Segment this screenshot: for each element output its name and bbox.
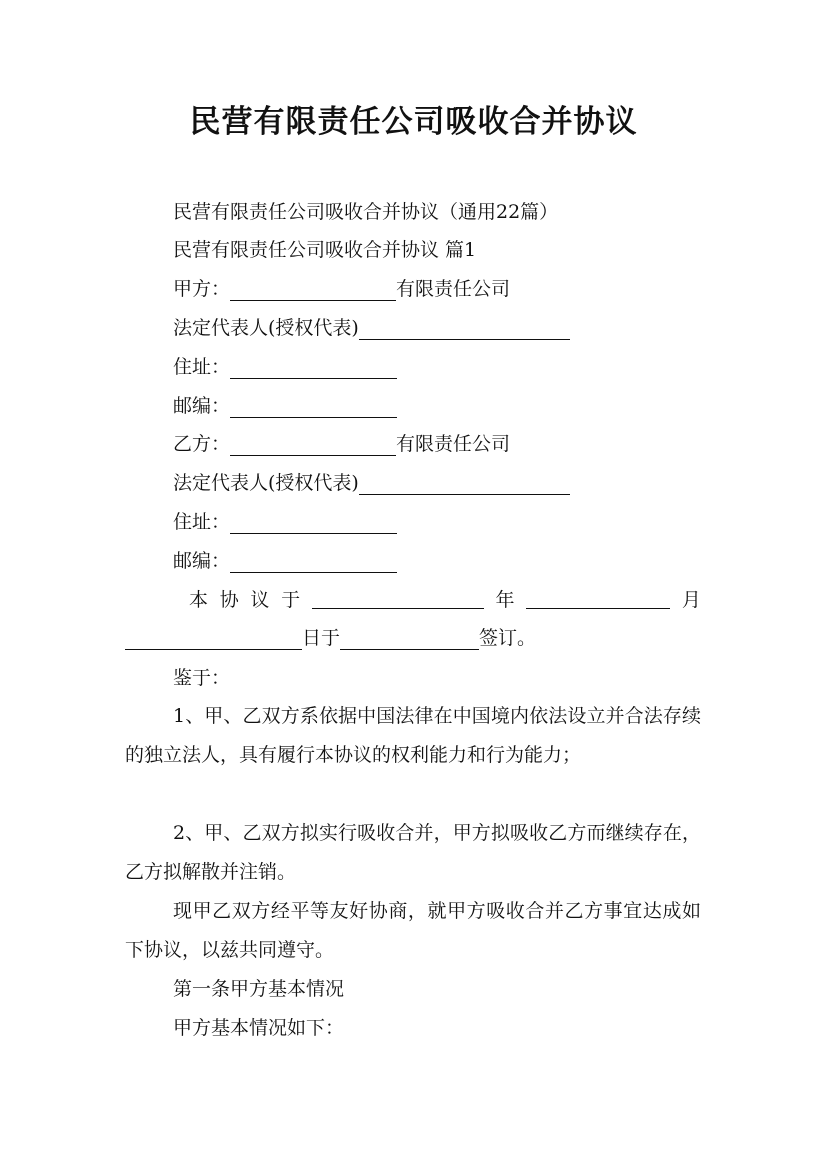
month-label: 月 <box>681 589 701 611</box>
party-b-address-blank <box>230 513 397 534</box>
party-b-postcode-blank <box>230 552 397 573</box>
party-a-address-line <box>173 355 397 379</box>
whereas-heading: 鉴于： <box>173 667 231 689</box>
party-a-line <box>173 277 510 301</box>
sign-word: 议 <box>250 589 270 611</box>
party-b-name-blank <box>230 435 396 456</box>
clause-1: 1、甲、乙双方系依据中国法律在中国境内依法设立并合法存续的独立法人，具有履行本协议的权利能力和行为能力； <box>125 705 701 766</box>
address-label: 住址： <box>173 511 231 533</box>
postcode-label: 邮编： <box>173 395 231 417</box>
party-a-postcode-blank <box>230 397 397 418</box>
signing-place-blank <box>340 629 479 650</box>
party-b-address-line <box>173 510 397 534</box>
clause-2: 2、甲、乙双方拟实行吸收合并，甲方拟吸收乙方而继续存在，乙方拟解散并注销。 <box>125 822 701 883</box>
document-subtitle: 民营有限责任公司吸收合并协议（通用22篇） <box>173 201 559 223</box>
agreement-intro: 现甲乙双方经平等友好协商，就甲方吸收合并乙方事宜达成如下协议，以兹共同遵守。 <box>125 900 701 961</box>
party-b-label: 乙方： <box>173 433 231 455</box>
sign-word: 于 <box>281 589 301 611</box>
party-a-suffix: 有限责任公司 <box>396 278 511 300</box>
signing-place-line <box>125 626 536 650</box>
signing-date-line <box>125 588 701 612</box>
party-a-postcode-line <box>173 394 397 418</box>
document-title: 民营有限责任公司吸收合并协议 <box>189 104 638 140</box>
year-label: 年 <box>495 589 515 611</box>
party-b-line <box>173 432 510 456</box>
chapter-heading: 民营有限责任公司吸收合并协议 篇1 <box>173 239 477 261</box>
legal-rep-label: 法定代表人(授权代表) <box>173 317 359 339</box>
party-b-postcode-line <box>173 549 397 573</box>
postcode-label: 邮编： <box>173 550 231 572</box>
signing-month-blank <box>526 588 670 609</box>
sign-word: 本 <box>189 589 209 611</box>
party-b-legal-rep-line <box>173 471 570 495</box>
day-at-label: 日于 <box>302 627 341 649</box>
article-1-intro: 甲方基本情况如下： <box>173 1017 345 1039</box>
signing-day-blank <box>125 629 302 650</box>
article-1-heading: 第一条甲方基本情况 <box>173 978 345 1000</box>
signing-year-blank <box>312 588 484 609</box>
signed-label: 签订。 <box>479 627 537 649</box>
party-a-legal-rep-line <box>173 316 570 340</box>
address-label: 住址： <box>173 356 231 378</box>
party-b-legal-rep-blank <box>359 474 570 495</box>
party-a-label: 甲方： <box>173 278 231 300</box>
party-a-legal-rep-blank <box>359 319 570 340</box>
sign-word: 协 <box>219 589 239 611</box>
party-a-name-blank <box>230 280 396 301</box>
party-a-address-blank <box>230 358 397 379</box>
legal-rep-label: 法定代表人(授权代表) <box>173 472 359 494</box>
party-b-suffix: 有限责任公司 <box>396 433 511 455</box>
